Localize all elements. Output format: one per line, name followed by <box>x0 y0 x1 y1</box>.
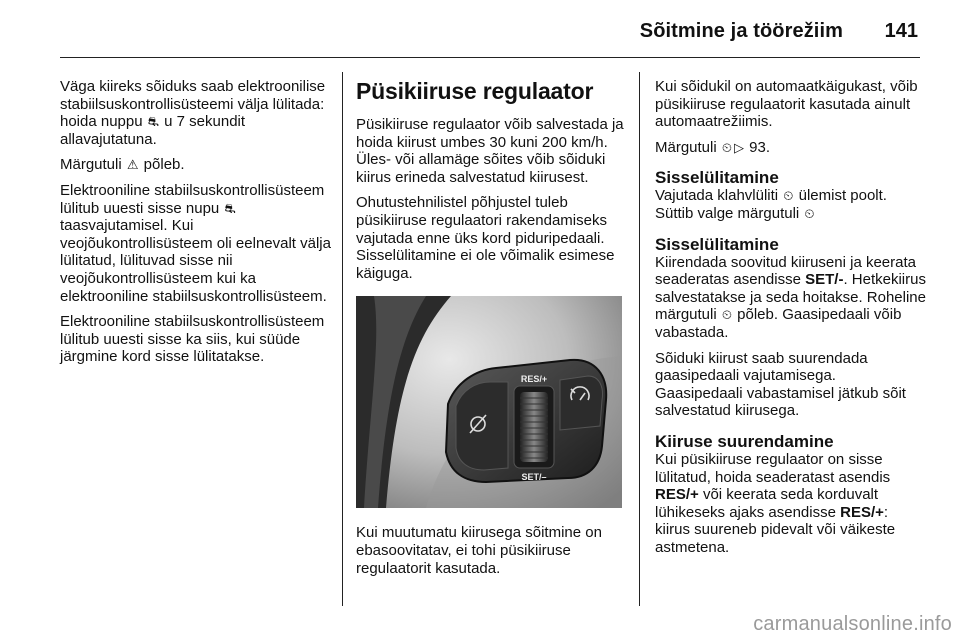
header-rule <box>60 57 920 58</box>
cruise-control-icon: ⏲ <box>783 188 794 204</box>
esc-off-button-icon: ⛐ <box>224 200 236 216</box>
paragraph: Märgutuli ⚠ põleb. <box>60 156 185 174</box>
column-divider-1 <box>342 72 343 606</box>
paragraph: Sõiduki kiirust saab suurendada gaasipedaali vajutamisega. Gaasipedaali vabastamisel jätkub sõit salvestatud kiirusega. <box>655 349 906 420</box>
steering-wheel-controls-photo <box>356 296 622 508</box>
column-left <box>60 78 336 374</box>
esc-off-button-icon: ⛐ <box>147 114 159 130</box>
paragraph: Elektrooniline stabiilsuskontrollisüsteem lülitub uuesti sisse nupu ⛐ taasvajutamisel. Kui veojõukontrollisüsteem oli eelnevalt välja lülitatud, lülituvad sisse nii veojõukontrollisüsteem kui ka elektrooniline stabiilsuskontrollisüsteem. <box>60 181 331 305</box>
paragraph: Elektrooniline stabiilsuskontrollisüsteem lülitub uuesti sisse ka siis, kui süüde järgmine kord sisse lülitatakse. <box>60 313 325 366</box>
page-number: 141 <box>884 20 918 42</box>
paragraph: Vajutada klahvlüliti ⏲ ülemist poolt. Süttib valge märgutuli ⏲ <box>655 187 887 222</box>
paragraph: Püsikiiruse regulaator võib salvestada ja hoida kiirust umbes 30 kuni 200 km/h. Üles- või allamäge sõites võib sõiduki kiirus erineda salvestatud kiirusest. <box>356 116 624 186</box>
paragraph: Kui muutumatu kiirusega sõitmine on ebasoovitatav, ei tohi püsikiiruse regulaatorit kasutada. <box>356 524 602 577</box>
subsection-heading: Sisselülitamine <box>655 168 779 188</box>
subsection-heading: Sisselülitamine <box>655 234 779 254</box>
paragraph: Ohutustehnilistel põhjustel tuleb püsikiiruse regulaatori rakendamiseks vajutada enne üks kord piduripedaali. Sisselülitamine ei ole võimalik esimese käiguga. <box>356 194 615 282</box>
cruise-control-icon: ⏲ <box>721 307 732 323</box>
set-minus-label: SET/– <box>521 472 547 483</box>
res-plus-label: RES/+ <box>520 374 548 385</box>
page-reference-arrow-icon: ▷ <box>734 139 744 155</box>
column-middle <box>356 78 626 585</box>
paragraph: Kui püsikiiruse regulaator on sisse lülitatud, hoida seaderatast asendis RES/+ või keerata seda korduvalt lühikeseks ajaks asendisse RES/+: kiirus suureneb pidevalt või väikeste astmetena. <box>655 450 896 556</box>
paragraph: Märgutuli ⏲ ▷ 93. <box>655 138 771 156</box>
section-heading: Püsikiiruse regulaator <box>356 78 594 104</box>
cruise-control-indicator-icon: ⏲ <box>721 139 732 155</box>
paragraph: Kiirendada soovitud kiiruseni ja keerata seaderatas asendisse SET/-. Hetkekiirus salvestatakse ja seda hoitakse. Roheline märgutuli ⏲ põleb. Gaasipedaali võib vabastada. <box>655 253 926 341</box>
paragraph: Väga kiireks sõiduks saab elektroonilise stabiilsuskontrollisüsteemi välja lülitada: hoida nuppu ⛐ u 7 sekundit allavajutatuna. <box>60 78 326 148</box>
column-divider-2 <box>639 72 640 606</box>
paragraph: Kui sõidukil on automaatkäigukast, võib püsikiiruse regulaatorit kasutada ainult automaatrežiimis. <box>655 78 918 131</box>
section-title: Sõitmine ja töörežiim <box>639 20 843 42</box>
subsection-heading: Kiiruse suurendamine <box>655 431 834 451</box>
cruise-control-icon: ⏲ <box>804 205 815 221</box>
column-right <box>655 78 927 564</box>
esc-off-indicator-icon: ⚠ <box>126 157 139 173</box>
steering-wheel-illustration <box>356 296 622 508</box>
site-watermark: carmanualsonline.info <box>753 613 952 635</box>
page-header <box>0 0 960 56</box>
